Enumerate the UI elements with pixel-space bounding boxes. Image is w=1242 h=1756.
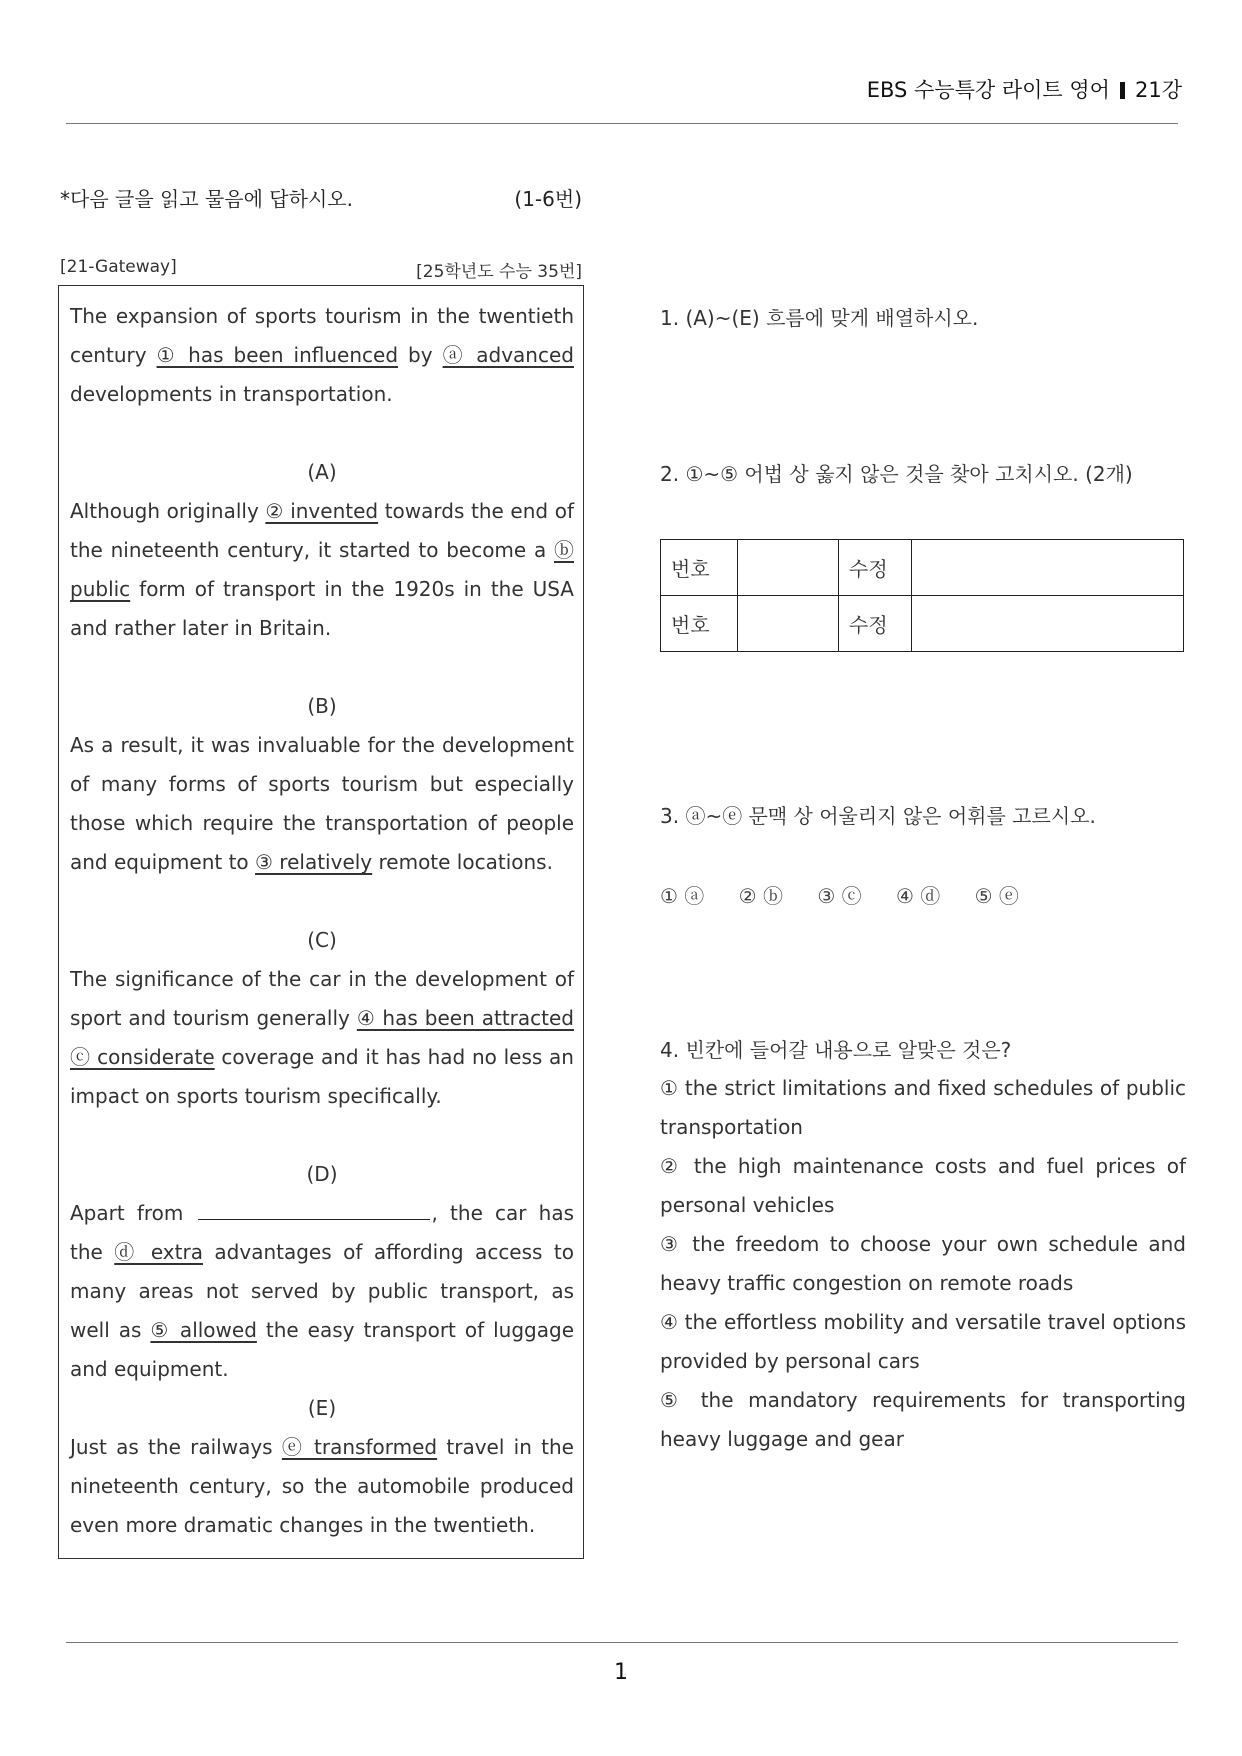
question-1: 1. (A)~(E) 흐름에 맞게 배열하시오. [660,306,979,330]
paragraph-label: (A) [307,460,337,484]
choice-option[interactable]: ⑤ ⓔ [974,884,1019,908]
question-3: 3. ⓐ~ⓔ 문맥 상 어울리지 않은 어휘를 고르시오. [660,804,1096,828]
instruction-range: (1-6번) [514,187,582,211]
choice-option[interactable]: ④ ⓓ [895,884,941,908]
passage-tag: [21-Gateway] [60,257,177,277]
underlined-term: ② invented [265,499,379,523]
underlined-term: ⓓ extra [114,1240,203,1264]
lesson-number: 21강 [1134,78,1182,102]
paragraph-c: The significance of the car in the development of sport and tourism generally ④ has been attracted ⓒ considerate coverage and it has had no less an impact on sports tourism specifically. [70,967,574,1108]
footer-rule [66,1642,1178,1643]
choice-option[interactable]: ① ⓐ [660,884,705,908]
underlined-term: ④ has been attracted [356,1006,574,1030]
answer-blank [198,1203,430,1220]
option-2[interactable]: ② the high maintenance costs and fuel prices of personal vehicles [660,1154,1186,1217]
paragraph-e: Just as the railways ⓔ transformed travel in the nineteenth century, so the automobile produced even more dramatic changes in the twentieth. [70,1435,574,1537]
number-cell[interactable] [738,540,839,596]
course-title: EBS 수능특강 라이트 영어 [866,78,1110,102]
paragraph-label: (C) [307,928,337,952]
underlined-term: ⑤ allowed [150,1318,257,1342]
instruction [60,183,582,212]
question-3-choices [660,880,1047,909]
choice-option[interactable]: ② ⓑ [738,884,783,908]
question-4: 4. 빈칸에 들어갈 내용으로 알맞은 것은? [660,1038,1012,1062]
number-label: 번호 [661,596,738,652]
underlined-term: ⓐ advanced [442,343,574,367]
paragraph-a: Although originally ② invented towards the end of the nineteenth century, it started to become a ⓑ public form of transport in the 1920s in the USA and rather later in Britain. [70,499,574,640]
fix-label: 수정 [839,540,912,596]
page-header [867,74,1182,104]
header-rule [66,123,1178,124]
number-cell[interactable] [738,596,839,652]
fix-cell[interactable] [912,596,1184,652]
question-4-options [660,1069,1186,1459]
option-4[interactable]: ④ the effortless mobility and versatile travel options provided by personal cars [660,1310,1186,1373]
passage-source: [25학년도 수능 35번] [416,262,582,282]
fix-cell[interactable] [912,540,1184,596]
header-divider [1120,82,1125,99]
paragraph-b: As a result, it was invaluable for the development of many forms of sports tourism but especially those which require the transportation of people and equipment to ③ relatively remote locations. [70,733,574,874]
answer-table [660,539,1184,652]
page-number: 1 [614,1660,628,1685]
choice-option[interactable]: ③ ⓒ [817,884,862,908]
paragraph-label: (D) [306,1162,338,1186]
paragraph-d: Apart from , the car has the ⓓ extra advantages of affording access to many areas not served by public transport, as well as ⑤ allowed the easy transport of luggage and equipment. [70,1201,574,1381]
underlined-term: ⓑ public [70,538,574,601]
question-2: 2. ①~⑤ 어법 상 옳지 않은 것을 찾아 고치시오. (2개) [660,462,1133,486]
option-3[interactable]: ③ the freedom to choose your own schedule and heavy traffic congestion on remote roads [660,1232,1186,1295]
number-label: 번호 [661,540,738,596]
instruction-text: *다음 글을 읽고 물음에 답하시오. [60,187,353,211]
paragraph-label: (B) [307,694,337,718]
passage-intro: The expansion of sports tourism in the twentieth century ① has been influenced by ⓐ advanced developments in transportation. [70,304,574,406]
option-1[interactable]: ① the strict limitations and fixed schedules of public transportation [660,1076,1186,1139]
paragraph-label: (E) [307,1396,337,1420]
passage-meta [60,257,582,282]
underlined-term: ⓒ considerate [70,1045,215,1069]
passage-box [58,285,584,1559]
underlined-term: ① has been influenced [156,343,399,367]
underlined-term: ③ relatively [255,850,373,874]
fix-label: 수정 [839,596,912,652]
option-5[interactable]: ⑤ the mandatory requirements for transporting heavy luggage and gear [660,1388,1186,1451]
underlined-term: ⓔ transformed [281,1435,438,1459]
